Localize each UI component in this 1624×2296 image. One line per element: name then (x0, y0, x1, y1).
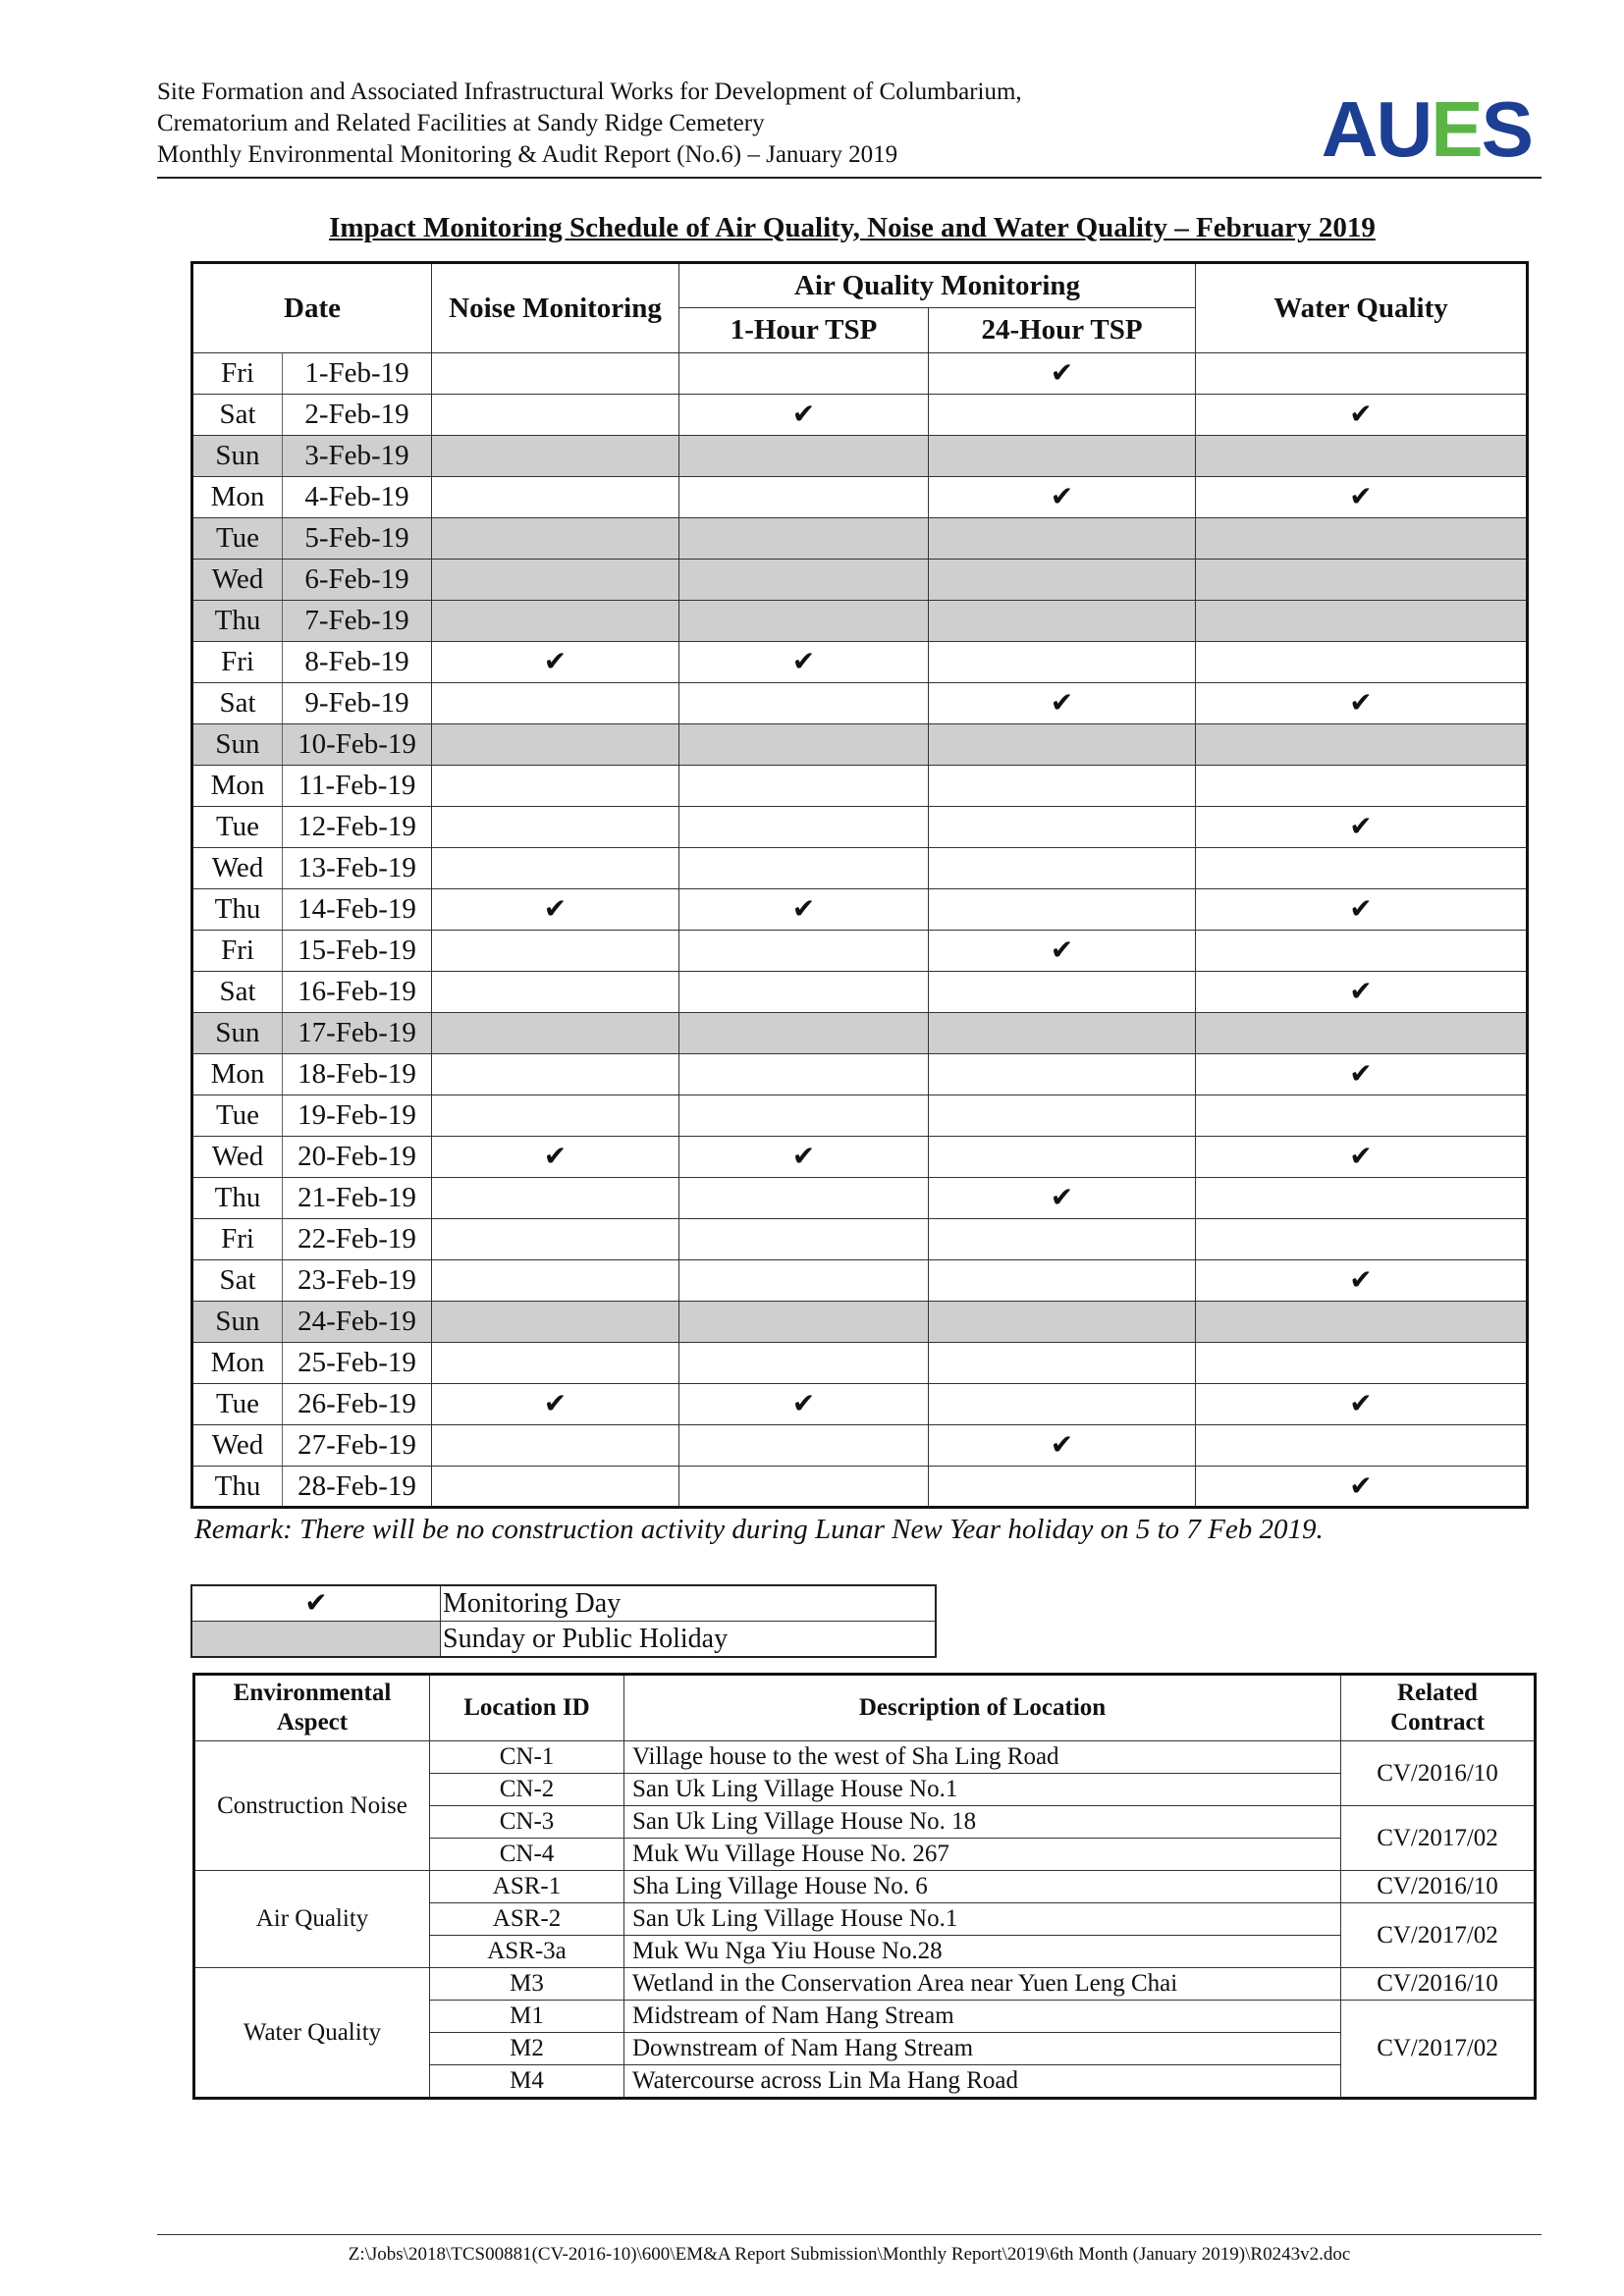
water-cell (1196, 683, 1528, 724)
water-cell (1196, 1095, 1528, 1137)
date-cell: 20-Feb-19 (283, 1137, 432, 1178)
tsp1-cell (679, 560, 929, 601)
tsp24-cell (929, 1260, 1196, 1302)
schedule-row (192, 1054, 1528, 1095)
tsp1-cell (679, 889, 929, 931)
schedule-row (192, 1425, 1528, 1467)
tsp1-cell (679, 518, 929, 560)
check-icon: ✔ (1349, 686, 1373, 719)
water-cell (1196, 724, 1528, 766)
date-cell: 18-Feb-19 (283, 1054, 432, 1095)
schedule-row (192, 1178, 1528, 1219)
water-cell (1196, 1137, 1528, 1178)
check-icon: ✔ (1349, 810, 1373, 842)
date-cell: 2-Feb-19 (283, 395, 432, 436)
water-cell (1196, 931, 1528, 972)
check-icon: ✔ (1349, 480, 1373, 512)
check-icon: ✔ (1050, 686, 1074, 719)
check-icon: ✔ (543, 645, 568, 677)
location-description: San Uk Ling Village House No.1 (624, 1903, 1341, 1936)
water-cell (1196, 766, 1528, 807)
remark-text: Remark: There will be no construction activity during Lunar New Year holiday on 5 to 7 Feb 2019. (194, 1514, 1324, 1545)
water-cell (1196, 1467, 1528, 1508)
tsp24-cell (929, 889, 1196, 931)
tsp1-cell (679, 1219, 929, 1260)
related-contract: CV/2016/10 (1341, 1741, 1536, 1806)
tsp1-cell (679, 353, 929, 395)
tsp24-cell (929, 518, 1196, 560)
tsp1-cell (679, 1054, 929, 1095)
tsp-24hour-header: 24-Hour TSP (929, 308, 1196, 353)
air-quality-header: Air Quality Monitoring (679, 263, 1196, 308)
day-cell: Sun (192, 1302, 283, 1343)
schedule-row (192, 724, 1528, 766)
day-cell: Sat (192, 972, 283, 1013)
day-cell: Fri (192, 1219, 283, 1260)
day-cell: Wed (192, 1137, 283, 1178)
noise-cell (432, 1219, 679, 1260)
tsp24-cell (929, 1467, 1196, 1508)
check-icon: ✔ (1050, 934, 1074, 966)
location-body (194, 1741, 1536, 2099)
tsp1-cell (679, 766, 929, 807)
location-description: Sha Ling Village House No. 6 (624, 1871, 1341, 1903)
location-description: Midstream of Nam Hang Stream (624, 2001, 1341, 2033)
date-cell: 17-Feb-19 (283, 1013, 432, 1054)
location-id: CN-3 (430, 1806, 624, 1839)
tsp1-cell (679, 601, 929, 642)
schedule-row (192, 1219, 1528, 1260)
tsp1-cell (679, 931, 929, 972)
water-cell (1196, 353, 1528, 395)
water-cell (1196, 601, 1528, 642)
tsp24-cell (929, 477, 1196, 518)
noise-cell (432, 972, 679, 1013)
schedule-row (192, 1343, 1528, 1384)
day-cell: Fri (192, 642, 283, 683)
day-cell: Tue (192, 1384, 283, 1425)
tsp24-cell (929, 972, 1196, 1013)
schedule-row (192, 1260, 1528, 1302)
tsp24-cell (929, 560, 1196, 601)
day-cell: Sat (192, 1260, 283, 1302)
noise-cell (432, 560, 679, 601)
legend-row-monitoring (191, 1585, 936, 1622)
schedule-row (192, 807, 1528, 848)
day-cell: Fri (192, 353, 283, 395)
related-contract: CV/2017/02 (1341, 1903, 1536, 1968)
day-cell: Mon (192, 1054, 283, 1095)
header-rule (157, 177, 1542, 179)
noise-cell (432, 477, 679, 518)
location-id: M3 (430, 1968, 624, 2001)
location-description: Muk Wu Nga Yiu House No.28 (624, 1936, 1341, 1968)
tsp24-cell (929, 1178, 1196, 1219)
description-header: Description of Location (624, 1675, 1341, 1741)
schedule-row (192, 889, 1528, 931)
schedule-row (192, 560, 1528, 601)
date-cell: 5-Feb-19 (283, 518, 432, 560)
check-icon: ✔ (543, 1387, 568, 1419)
water-cell (1196, 560, 1528, 601)
date-cell: 8-Feb-19 (283, 642, 432, 683)
tsp24-cell (929, 848, 1196, 889)
date-cell: 1-Feb-19 (283, 353, 432, 395)
noise-cell (432, 807, 679, 848)
noise-cell (432, 724, 679, 766)
location-row (194, 1968, 1536, 2001)
location-description: Muk Wu Village House No. 267 (624, 1839, 1341, 1871)
check-icon: ✔ (1050, 356, 1074, 389)
date-cell: 4-Feb-19 (283, 477, 432, 518)
noise-cell (432, 1302, 679, 1343)
noise-cell (432, 353, 679, 395)
schedule-row (192, 931, 1528, 972)
location-description: Village house to the west of Sha Ling Road (624, 1741, 1341, 1774)
legend-holiday-label: Sunday or Public Holiday (441, 1622, 937, 1658)
tsp1-cell (679, 683, 929, 724)
date-cell: 19-Feb-19 (283, 1095, 432, 1137)
water-cell (1196, 1178, 1528, 1219)
date-cell: 13-Feb-19 (283, 848, 432, 889)
schedule-row (192, 436, 1528, 477)
logo-text-au: AU (1321, 85, 1432, 173)
tsp24-cell (929, 1095, 1196, 1137)
legend-grey-swatch (191, 1622, 441, 1658)
header-line-3: Monthly Environmental Monitoring & Audit Report (No.6) – January 2019 (157, 141, 898, 168)
noise-cell (432, 1343, 679, 1384)
noise-monitoring-header: Noise Monitoring (432, 263, 679, 353)
tsp24-cell (929, 724, 1196, 766)
schedule-row (192, 601, 1528, 642)
related-contract: CV/2016/10 (1341, 1968, 1536, 2001)
date-cell: 16-Feb-19 (283, 972, 432, 1013)
water-cell (1196, 1384, 1528, 1425)
header-line-1: Site Formation and Associated Infrastructural Works for Development of Columbarium, (157, 79, 1022, 105)
tsp24-cell (929, 1343, 1196, 1384)
check-icon: ✔ (1349, 398, 1373, 430)
noise-cell (432, 1384, 679, 1425)
water-cell (1196, 972, 1528, 1013)
noise-cell (432, 1467, 679, 1508)
water-quality-header: Water Quality (1196, 263, 1528, 353)
related-contract: CV/2017/02 (1341, 1806, 1536, 1871)
schedule-row (192, 683, 1528, 724)
tsp1-cell (679, 395, 929, 436)
aspect-air-quality: Air Quality (194, 1871, 430, 1968)
water-cell (1196, 1343, 1528, 1384)
day-cell: Sat (192, 395, 283, 436)
water-cell (1196, 477, 1528, 518)
date-cell: 22-Feb-19 (283, 1219, 432, 1260)
tsp24-cell (929, 1054, 1196, 1095)
check-icon: ✔ (791, 1387, 816, 1419)
monitoring-schedule-table (190, 261, 1529, 1509)
tsp24-cell (929, 395, 1196, 436)
day-cell: Mon (192, 1343, 283, 1384)
check-icon: ✔ (543, 892, 568, 925)
water-cell (1196, 436, 1528, 477)
noise-cell (432, 436, 679, 477)
tsp1-cell (679, 1384, 929, 1425)
legend-monitoring-label: Monitoring Day (441, 1585, 937, 1622)
location-row (194, 1741, 1536, 1774)
location-id: CN-2 (430, 1774, 624, 1806)
aspect-construction-noise: Construction Noise (194, 1741, 430, 1871)
tsp24-cell (929, 601, 1196, 642)
location-description: San Uk Ling Village House No.1 (624, 1774, 1341, 1806)
schedule-row (192, 1467, 1528, 1508)
tsp24-cell (929, 1384, 1196, 1425)
water-cell (1196, 1302, 1528, 1343)
day-cell: Sun (192, 436, 283, 477)
tsp24-cell (929, 1013, 1196, 1054)
check-icon: ✔ (1349, 975, 1373, 1007)
schedule-row (192, 518, 1528, 560)
location-id: ASR-1 (430, 1871, 624, 1903)
schedule-row (192, 642, 1528, 683)
tsp24-cell (929, 1219, 1196, 1260)
water-cell (1196, 1013, 1528, 1054)
date-cell: 23-Feb-19 (283, 1260, 432, 1302)
noise-cell (432, 1178, 679, 1219)
date-cell: 15-Feb-19 (283, 931, 432, 972)
aues-logo (1321, 85, 1532, 173)
location-id: ASR-2 (430, 1903, 624, 1936)
date-cell: 21-Feb-19 (283, 1178, 432, 1219)
day-cell: Wed (192, 560, 283, 601)
check-icon: ✔ (1050, 480, 1074, 512)
location-id: M2 (430, 2033, 624, 2065)
noise-cell (432, 1425, 679, 1467)
location-id-header: Location ID (430, 1675, 624, 1741)
location-description: San Uk Ling Village House No. 18 (624, 1806, 1341, 1839)
date-cell: 11-Feb-19 (283, 766, 432, 807)
schedule-row (192, 1013, 1528, 1054)
check-icon: ✔ (1349, 1140, 1373, 1172)
date-cell: 12-Feb-19 (283, 807, 432, 848)
location-description: Watercourse across Lin Ma Hang Road (624, 2065, 1341, 2099)
noise-cell (432, 1095, 679, 1137)
tsp1-cell (679, 848, 929, 889)
tsp24-cell (929, 766, 1196, 807)
schedule-row (192, 848, 1528, 889)
check-icon: ✔ (543, 1140, 568, 1172)
noise-cell (432, 889, 679, 931)
day-cell: Wed (192, 1425, 283, 1467)
tsp24-cell (929, 683, 1196, 724)
water-cell (1196, 807, 1528, 848)
location-description: Wetland in the Conservation Area near Yuen Leng Chai (624, 1968, 1341, 2001)
date-header: Date (192, 263, 432, 353)
location-id: ASR-3a (430, 1936, 624, 1968)
tsp-1hour-header: 1-Hour TSP (679, 308, 929, 353)
noise-cell (432, 766, 679, 807)
tsp24-cell (929, 1137, 1196, 1178)
day-cell: Sun (192, 724, 283, 766)
noise-cell (432, 1137, 679, 1178)
location-id: M1 (430, 2001, 624, 2033)
check-icon: ✔ (791, 398, 816, 430)
tsp1-cell (679, 1095, 929, 1137)
date-cell: 3-Feb-19 (283, 436, 432, 477)
water-cell (1196, 1219, 1528, 1260)
noise-cell (432, 601, 679, 642)
check-icon: ✔ (304, 1585, 328, 1619)
check-icon: ✔ (1050, 1428, 1074, 1461)
day-cell: Tue (192, 807, 283, 848)
tsp24-cell (929, 1425, 1196, 1467)
contract-header: Related Contract (1341, 1675, 1536, 1741)
aspect-water-quality: Water Quality (194, 1968, 430, 2099)
noise-cell (432, 395, 679, 436)
water-cell (1196, 518, 1528, 560)
tsp1-cell (679, 1260, 929, 1302)
day-cell: Thu (192, 1178, 283, 1219)
location-id: M4 (430, 2065, 624, 2099)
check-icon: ✔ (791, 892, 816, 925)
day-cell: Sat (192, 683, 283, 724)
water-cell (1196, 642, 1528, 683)
date-cell: 9-Feb-19 (283, 683, 432, 724)
tsp24-cell (929, 642, 1196, 683)
schedule-row (192, 1137, 1528, 1178)
related-contract: CV/2016/10 (1341, 1871, 1536, 1903)
noise-cell (432, 518, 679, 560)
check-icon: ✔ (1349, 892, 1373, 925)
tsp1-cell (679, 724, 929, 766)
date-cell: 6-Feb-19 (283, 560, 432, 601)
check-icon: ✔ (1349, 1263, 1373, 1296)
check-icon: ✔ (1349, 1468, 1373, 1502)
check-icon: ✔ (791, 645, 816, 677)
water-cell (1196, 1054, 1528, 1095)
water-cell (1196, 848, 1528, 889)
day-cell: Wed (192, 848, 283, 889)
day-cell: Thu (192, 889, 283, 931)
noise-cell (432, 683, 679, 724)
tsp1-cell (679, 1178, 929, 1219)
day-cell: Tue (192, 518, 283, 560)
noise-cell (432, 931, 679, 972)
noise-cell (432, 1013, 679, 1054)
tsp1-cell (679, 1302, 929, 1343)
tsp1-cell (679, 1467, 929, 1508)
schedule-row (192, 972, 1528, 1013)
noise-cell (432, 1054, 679, 1095)
check-icon: ✔ (1050, 1181, 1074, 1213)
legend-table (190, 1584, 937, 1658)
legend-tick-cell (191, 1585, 441, 1622)
tsp1-cell (679, 807, 929, 848)
check-icon: ✔ (1349, 1057, 1373, 1090)
location-row (194, 1871, 1536, 1903)
page-header (157, 77, 1542, 179)
day-cell: Fri (192, 931, 283, 972)
header-line-2: Crematorium and Related Facilities at Sandy Ridge Cemetery (157, 110, 765, 136)
tsp24-cell (929, 931, 1196, 972)
check-icon: ✔ (1349, 1387, 1373, 1419)
water-cell (1196, 1260, 1528, 1302)
schedule-row (192, 395, 1528, 436)
water-cell (1196, 889, 1528, 931)
tsp1-cell (679, 477, 929, 518)
tsp1-cell (679, 1013, 929, 1054)
legend-row-holiday (191, 1622, 936, 1658)
date-cell: 14-Feb-19 (283, 889, 432, 931)
footer-rule (157, 2234, 1542, 2235)
schedule-row (192, 1302, 1528, 1343)
footer-file-path: Z:\Jobs\2018\TCS00881(CV-2016-10)\600\EM&A Report Submission\Monthly Report\2019\6th Month (January 2019)\R0243v2.doc (348, 2244, 1351, 2265)
schedule-body (192, 353, 1528, 1508)
tsp24-cell (929, 807, 1196, 848)
day-cell: Mon (192, 477, 283, 518)
date-cell: 24-Feb-19 (283, 1302, 432, 1343)
tsp24-cell (929, 436, 1196, 477)
day-cell: Mon (192, 766, 283, 807)
tsp1-cell (679, 1425, 929, 1467)
tsp24-cell (929, 353, 1196, 395)
noise-cell (432, 642, 679, 683)
location-id: CN-4 (430, 1839, 624, 1871)
day-cell: Thu (192, 601, 283, 642)
page-title: Impact Monitoring Schedule of Air Quality, Noise and Water Quality – February 2019 (329, 212, 1376, 243)
location-table (192, 1673, 1537, 2100)
date-cell: 28-Feb-19 (283, 1467, 432, 1508)
water-cell (1196, 395, 1528, 436)
date-cell: 7-Feb-19 (283, 601, 432, 642)
day-cell: Tue (192, 1095, 283, 1137)
schedule-row (192, 1095, 1528, 1137)
check-icon: ✔ (791, 1140, 816, 1172)
day-cell: Thu (192, 1467, 283, 1508)
schedule-row (192, 353, 1528, 395)
logo-text-s: S (1481, 85, 1532, 173)
schedule-row (192, 1384, 1528, 1425)
date-cell: 27-Feb-19 (283, 1425, 432, 1467)
tsp1-cell (679, 642, 929, 683)
aspect-header: Environmental Aspect (194, 1675, 430, 1741)
date-cell: 26-Feb-19 (283, 1384, 432, 1425)
tsp1-cell (679, 972, 929, 1013)
date-cell: 10-Feb-19 (283, 724, 432, 766)
tsp1-cell (679, 1343, 929, 1384)
related-contract: CV/2017/02 (1341, 2001, 1536, 2099)
noise-cell (432, 848, 679, 889)
day-cell: Sun (192, 1013, 283, 1054)
logo-text-e: E (1431, 85, 1482, 173)
tsp1-cell (679, 436, 929, 477)
location-description: Downstream of Nam Hang Stream (624, 2033, 1341, 2065)
water-cell (1196, 1425, 1528, 1467)
tsp24-cell (929, 1302, 1196, 1343)
schedule-row (192, 766, 1528, 807)
location-id: CN-1 (430, 1741, 624, 1774)
schedule-row (192, 477, 1528, 518)
tsp1-cell (679, 1137, 929, 1178)
noise-cell (432, 1260, 679, 1302)
date-cell: 25-Feb-19 (283, 1343, 432, 1384)
